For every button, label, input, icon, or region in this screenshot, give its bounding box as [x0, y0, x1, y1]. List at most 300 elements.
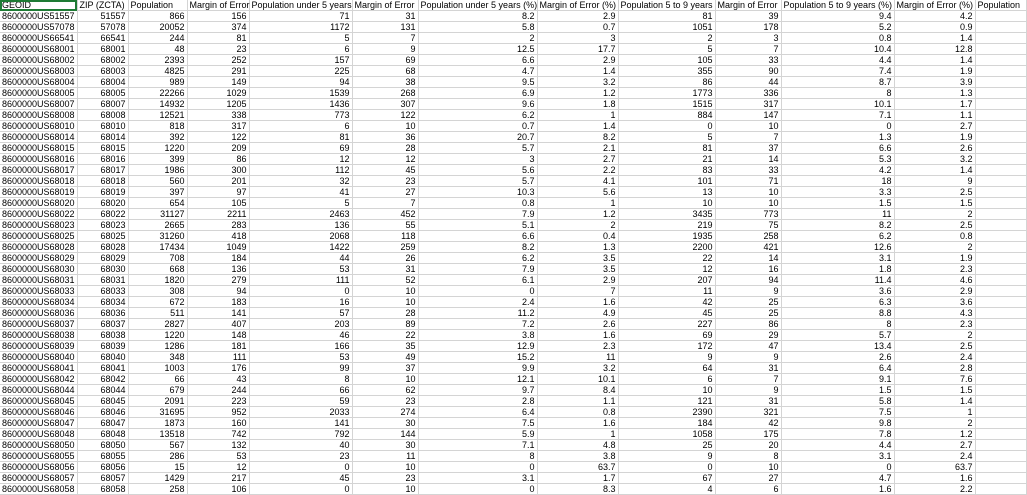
- data-cell[interactable]: 0.7: [537, 22, 618, 33]
- empty-cell[interactable]: [975, 77, 1026, 88]
- data-cell[interactable]: 68050: [77, 440, 128, 451]
- data-cell[interactable]: 291: [187, 66, 249, 77]
- data-cell[interactable]: 1.7: [894, 99, 975, 110]
- data-cell[interactable]: 4.1: [537, 176, 618, 187]
- data-cell[interactable]: 679: [128, 385, 187, 396]
- empty-cell[interactable]: [975, 66, 1026, 77]
- data-cell[interactable]: 67: [618, 473, 715, 484]
- empty-cell[interactable]: [975, 297, 1026, 308]
- data-cell[interactable]: 1935: [618, 231, 715, 242]
- data-cell[interactable]: 2068: [249, 231, 352, 242]
- data-cell[interactable]: 11.4: [781, 275, 894, 286]
- data-cell[interactable]: 71: [715, 176, 781, 187]
- data-cell[interactable]: 2665: [128, 220, 187, 231]
- data-cell[interactable]: 175: [715, 429, 781, 440]
- data-cell[interactable]: 1.6: [537, 418, 618, 429]
- data-cell[interactable]: 31: [352, 11, 418, 22]
- data-cell[interactable]: 1.8: [537, 99, 618, 110]
- data-cell[interactable]: 3.1: [418, 473, 537, 484]
- empty-cell[interactable]: [975, 88, 1026, 99]
- data-cell[interactable]: 1: [537, 110, 618, 121]
- data-cell[interactable]: 511: [128, 308, 187, 319]
- data-cell[interactable]: 176: [187, 363, 249, 374]
- data-cell[interactable]: 1.5: [894, 385, 975, 396]
- data-cell[interactable]: 27: [352, 187, 418, 198]
- data-cell[interactable]: 32: [249, 176, 352, 187]
- data-cell[interactable]: 148: [187, 330, 249, 341]
- data-cell[interactable]: 392: [128, 132, 187, 143]
- data-cell[interactable]: 10: [352, 374, 418, 385]
- data-cell[interactable]: 2.4: [894, 451, 975, 462]
- geoid-cell[interactable]: 8600000US68038: [0, 330, 77, 341]
- data-cell[interactable]: 1539: [249, 88, 352, 99]
- data-cell[interactable]: 94: [715, 275, 781, 286]
- data-cell[interactable]: 86: [715, 319, 781, 330]
- data-cell[interactable]: 68002: [77, 55, 128, 66]
- data-cell[interactable]: 112: [249, 165, 352, 176]
- data-cell[interactable]: 9.5: [418, 77, 537, 88]
- geoid-cell[interactable]: 8600000US68057: [0, 473, 77, 484]
- geoid-cell[interactable]: 8600000US68007: [0, 99, 77, 110]
- geoid-cell[interactable]: 8600000US68002: [0, 55, 77, 66]
- data-cell[interactable]: 2390: [618, 407, 715, 418]
- data-cell[interactable]: 8.8: [781, 308, 894, 319]
- data-cell[interactable]: 68: [352, 66, 418, 77]
- data-cell[interactable]: 94: [187, 286, 249, 297]
- data-cell[interactable]: 9.7: [418, 385, 537, 396]
- data-cell[interactable]: 2.3: [537, 341, 618, 352]
- data-cell[interactable]: 2: [894, 209, 975, 220]
- data-cell[interactable]: 0: [618, 462, 715, 473]
- data-cell[interactable]: 69: [618, 330, 715, 341]
- data-cell[interactable]: 7.2: [418, 319, 537, 330]
- data-cell[interactable]: 20052: [128, 22, 187, 33]
- data-cell[interactable]: 336: [715, 88, 781, 99]
- geoid-cell[interactable]: 8600000US68047: [0, 418, 77, 429]
- data-cell[interactable]: 6.1: [418, 275, 537, 286]
- data-cell[interactable]: 0.9: [894, 22, 975, 33]
- data-cell[interactable]: 1422: [249, 242, 352, 253]
- data-cell[interactable]: 68044: [77, 385, 128, 396]
- empty-cell[interactable]: [975, 407, 1026, 418]
- data-cell[interactable]: 274: [352, 407, 418, 418]
- data-cell[interactable]: 26: [352, 253, 418, 264]
- data-cell[interactable]: 8: [781, 319, 894, 330]
- data-cell[interactable]: 12.5: [418, 44, 537, 55]
- data-cell[interactable]: 6.3: [781, 297, 894, 308]
- data-cell[interactable]: 3.5: [537, 264, 618, 275]
- data-cell[interactable]: 1.9: [894, 132, 975, 143]
- data-cell[interactable]: 45: [249, 473, 352, 484]
- data-cell[interactable]: 1220: [128, 143, 187, 154]
- data-cell[interactable]: 5.9: [418, 429, 537, 440]
- geoid-cell[interactable]: 8600000US68014: [0, 132, 77, 143]
- data-cell[interactable]: 63.7: [537, 462, 618, 473]
- data-cell[interactable]: 10: [715, 121, 781, 132]
- data-cell[interactable]: 57: [249, 308, 352, 319]
- data-cell[interactable]: 12.9: [418, 341, 537, 352]
- data-cell[interactable]: 5.7: [418, 143, 537, 154]
- geoid-cell[interactable]: 8600000US66541: [0, 33, 77, 44]
- data-cell[interactable]: 1773: [618, 88, 715, 99]
- data-cell[interactable]: 68007: [77, 99, 128, 110]
- data-cell[interactable]: 49: [352, 352, 418, 363]
- data-cell[interactable]: 39: [715, 11, 781, 22]
- data-cell[interactable]: 14932: [128, 99, 187, 110]
- data-cell[interactable]: 44: [715, 77, 781, 88]
- data-cell[interactable]: 10.1: [781, 99, 894, 110]
- data-cell[interactable]: 2: [894, 418, 975, 429]
- data-cell[interactable]: 25: [715, 308, 781, 319]
- data-cell[interactable]: 4.2: [781, 165, 894, 176]
- data-cell[interactable]: 3.8: [537, 451, 618, 462]
- data-cell[interactable]: 1058: [618, 429, 715, 440]
- geoid-cell[interactable]: 8600000US68005: [0, 88, 77, 99]
- empty-cell[interactable]: [975, 418, 1026, 429]
- empty-cell[interactable]: [975, 165, 1026, 176]
- data-cell[interactable]: 4.4: [781, 440, 894, 451]
- data-cell[interactable]: 83: [618, 165, 715, 176]
- data-cell[interactable]: 7.1: [781, 110, 894, 121]
- data-cell[interactable]: 47: [715, 341, 781, 352]
- data-cell[interactable]: 884: [618, 110, 715, 121]
- data-cell[interactable]: 407: [187, 319, 249, 330]
- data-cell[interactable]: 2.5: [894, 187, 975, 198]
- data-cell[interactable]: 0.8: [781, 33, 894, 44]
- data-cell[interactable]: 45: [618, 308, 715, 319]
- data-cell[interactable]: 3.6: [894, 297, 975, 308]
- data-cell[interactable]: 1.5: [781, 198, 894, 209]
- data-cell[interactable]: 7: [715, 132, 781, 143]
- data-cell[interactable]: 9.1: [781, 374, 894, 385]
- data-cell[interactable]: 136: [249, 220, 352, 231]
- data-cell[interactable]: 6: [249, 121, 352, 132]
- data-cell[interactable]: 3.6: [781, 286, 894, 297]
- data-cell[interactable]: 2.4: [418, 297, 537, 308]
- data-cell[interactable]: 560: [128, 176, 187, 187]
- data-cell[interactable]: 1: [894, 407, 975, 418]
- data-cell[interactable]: 68055: [77, 451, 128, 462]
- data-cell[interactable]: 68028: [77, 242, 128, 253]
- data-cell[interactable]: 156: [187, 11, 249, 22]
- data-cell[interactable]: 2211: [187, 209, 249, 220]
- data-cell[interactable]: 17.7: [537, 44, 618, 55]
- data-cell[interactable]: 30: [352, 440, 418, 451]
- empty-cell[interactable]: [975, 275, 1026, 286]
- data-cell[interactable]: 2: [894, 330, 975, 341]
- data-cell[interactable]: 22266: [128, 88, 187, 99]
- data-cell[interactable]: 2: [537, 220, 618, 231]
- data-cell[interactable]: 28: [352, 308, 418, 319]
- geoid-cell[interactable]: 8600000US68058: [0, 484, 77, 495]
- data-cell[interactable]: 68004: [77, 77, 128, 88]
- data-cell[interactable]: 3.3: [781, 187, 894, 198]
- data-cell[interactable]: 68040: [77, 352, 128, 363]
- column-header-cell[interactable]: Population 5 to 9 years: [618, 0, 715, 11]
- data-cell[interactable]: 5.7: [418, 176, 537, 187]
- data-cell[interactable]: 131: [352, 22, 418, 33]
- data-cell[interactable]: 69: [352, 55, 418, 66]
- data-cell[interactable]: 1051: [618, 22, 715, 33]
- empty-cell[interactable]: [975, 319, 1026, 330]
- data-cell[interactable]: 9.9: [418, 363, 537, 374]
- data-cell[interactable]: 1.3: [894, 88, 975, 99]
- data-cell[interactable]: 9.4: [781, 11, 894, 22]
- data-cell[interactable]: 10: [352, 462, 418, 473]
- data-cell[interactable]: 12: [249, 154, 352, 165]
- data-cell[interactable]: 40: [249, 440, 352, 451]
- data-cell[interactable]: 12.6: [781, 242, 894, 253]
- empty-cell[interactable]: [975, 473, 1026, 484]
- empty-cell[interactable]: [975, 99, 1026, 110]
- data-cell[interactable]: 9.6: [418, 99, 537, 110]
- empty-cell[interactable]: [975, 341, 1026, 352]
- data-cell[interactable]: 2.6: [781, 352, 894, 363]
- empty-cell[interactable]: [975, 330, 1026, 341]
- data-cell[interactable]: 7.9: [418, 264, 537, 275]
- geoid-cell[interactable]: 8600000US68003: [0, 66, 77, 77]
- data-cell[interactable]: 268: [352, 88, 418, 99]
- data-cell[interactable]: 2.9: [537, 275, 618, 286]
- column-header-cell[interactable]: GEOID: [0, 0, 77, 11]
- geoid-cell[interactable]: 8600000US68018: [0, 176, 77, 187]
- data-cell[interactable]: 105: [187, 198, 249, 209]
- data-cell[interactable]: 7: [537, 286, 618, 297]
- data-cell[interactable]: 157: [249, 55, 352, 66]
- data-cell[interactable]: 2.6: [894, 143, 975, 154]
- data-cell[interactable]: 259: [352, 242, 418, 253]
- data-cell[interactable]: 10: [352, 297, 418, 308]
- empty-cell[interactable]: [975, 154, 1026, 165]
- data-cell[interactable]: 279: [187, 275, 249, 286]
- data-cell[interactable]: 1.4: [894, 165, 975, 176]
- data-cell[interactable]: 7.8: [781, 429, 894, 440]
- data-cell[interactable]: 374: [187, 22, 249, 33]
- data-cell[interactable]: 1172: [249, 22, 352, 33]
- geoid-cell[interactable]: 8600000US68044: [0, 385, 77, 396]
- data-cell[interactable]: 2: [618, 33, 715, 44]
- data-cell[interactable]: 23: [352, 473, 418, 484]
- data-cell[interactable]: 12.1: [418, 374, 537, 385]
- data-cell[interactable]: 8: [781, 88, 894, 99]
- empty-cell[interactable]: [975, 308, 1026, 319]
- data-cell[interactable]: 1003: [128, 363, 187, 374]
- data-cell[interactable]: 0.4: [537, 231, 618, 242]
- data-cell[interactable]: 22: [352, 330, 418, 341]
- geoid-cell[interactable]: 8600000US68029: [0, 253, 77, 264]
- data-cell[interactable]: 286: [128, 451, 187, 462]
- data-cell[interactable]: 16: [715, 264, 781, 275]
- data-cell[interactable]: 5: [618, 132, 715, 143]
- geoid-cell[interactable]: 8600000US68015: [0, 143, 77, 154]
- data-cell[interactable]: 3.5: [537, 253, 618, 264]
- data-cell[interactable]: 20: [715, 440, 781, 451]
- data-cell[interactable]: 36: [352, 132, 418, 143]
- data-cell[interactable]: 4.2: [894, 11, 975, 22]
- data-cell[interactable]: 1873: [128, 418, 187, 429]
- data-cell[interactable]: 866: [128, 11, 187, 22]
- data-cell[interactable]: 7.5: [781, 407, 894, 418]
- data-cell[interactable]: 2393: [128, 55, 187, 66]
- data-cell[interactable]: 94: [249, 77, 352, 88]
- data-cell[interactable]: 0.8: [418, 198, 537, 209]
- data-cell[interactable]: 6.4: [781, 363, 894, 374]
- data-cell[interactable]: 219: [618, 220, 715, 231]
- data-cell[interactable]: 7.9: [418, 209, 537, 220]
- data-cell[interactable]: 68008: [77, 110, 128, 121]
- data-cell[interactable]: 0: [249, 286, 352, 297]
- data-cell[interactable]: 105: [618, 55, 715, 66]
- data-cell[interactable]: 0: [418, 484, 537, 495]
- data-cell[interactable]: 122: [352, 110, 418, 121]
- data-cell[interactable]: 2.2: [894, 484, 975, 495]
- data-cell[interactable]: 4.8: [537, 440, 618, 451]
- data-cell[interactable]: 29: [715, 330, 781, 341]
- data-cell[interactable]: 106: [187, 484, 249, 495]
- data-cell[interactable]: 307: [352, 99, 418, 110]
- data-cell[interactable]: 2.7: [894, 121, 975, 132]
- data-cell[interactable]: 136: [187, 264, 249, 275]
- data-cell[interactable]: 16: [249, 297, 352, 308]
- data-cell[interactable]: 15: [128, 462, 187, 473]
- data-cell[interactable]: 1: [537, 429, 618, 440]
- data-cell[interactable]: 68033: [77, 286, 128, 297]
- data-cell[interactable]: 1436: [249, 99, 352, 110]
- data-cell[interactable]: 53: [249, 352, 352, 363]
- data-cell[interactable]: 23: [187, 44, 249, 55]
- data-cell[interactable]: 25: [618, 440, 715, 451]
- geoid-cell[interactable]: 8600000US68050: [0, 440, 77, 451]
- data-cell[interactable]: 10: [352, 286, 418, 297]
- data-cell[interactable]: 68045: [77, 396, 128, 407]
- data-cell[interactable]: 43: [187, 374, 249, 385]
- data-cell[interactable]: 2.7: [894, 440, 975, 451]
- data-cell[interactable]: 283: [187, 220, 249, 231]
- data-cell[interactable]: 63.7: [894, 462, 975, 473]
- data-cell[interactable]: 68046: [77, 407, 128, 418]
- data-cell[interactable]: 7.4: [781, 66, 894, 77]
- data-cell[interactable]: 10: [618, 385, 715, 396]
- empty-cell[interactable]: [975, 440, 1026, 451]
- data-cell[interactable]: 11: [781, 209, 894, 220]
- data-cell[interactable]: 68016: [77, 154, 128, 165]
- data-cell[interactable]: 308: [128, 286, 187, 297]
- data-cell[interactable]: 8: [249, 374, 352, 385]
- data-cell[interactable]: 18: [781, 176, 894, 187]
- empty-cell[interactable]: [975, 11, 1026, 22]
- data-cell[interactable]: 1.4: [894, 396, 975, 407]
- data-cell[interactable]: 42: [715, 418, 781, 429]
- empty-cell[interactable]: [975, 242, 1026, 253]
- data-cell[interactable]: 30: [352, 418, 418, 429]
- data-cell[interactable]: 184: [618, 418, 715, 429]
- data-cell[interactable]: 5.2: [781, 22, 894, 33]
- data-cell[interactable]: 3.1: [781, 451, 894, 462]
- data-cell[interactable]: 11: [618, 286, 715, 297]
- data-cell[interactable]: 38: [352, 77, 418, 88]
- data-cell[interactable]: 2.1: [537, 143, 618, 154]
- data-cell[interactable]: 0: [618, 121, 715, 132]
- data-cell[interactable]: 64: [618, 363, 715, 374]
- data-cell[interactable]: 2.3: [894, 264, 975, 275]
- column-header-cell[interactable]: Margin of Error: [352, 0, 418, 11]
- data-cell[interactable]: 68056: [77, 462, 128, 473]
- data-cell[interactable]: 6.6: [781, 143, 894, 154]
- data-cell[interactable]: 418: [187, 231, 249, 242]
- data-cell[interactable]: 397: [128, 187, 187, 198]
- data-cell[interactable]: 792: [249, 429, 352, 440]
- geoid-cell[interactable]: 8600000US68041: [0, 363, 77, 374]
- data-cell[interactable]: 8: [418, 451, 537, 462]
- data-cell[interactable]: 1286: [128, 341, 187, 352]
- data-cell[interactable]: 2463: [249, 209, 352, 220]
- data-cell[interactable]: 172: [618, 341, 715, 352]
- data-cell[interactable]: 10.1: [537, 374, 618, 385]
- geoid-cell[interactable]: 8600000US68045: [0, 396, 77, 407]
- data-cell[interactable]: 0.8: [894, 231, 975, 242]
- data-cell[interactable]: 0.8: [537, 407, 618, 418]
- data-cell[interactable]: 55: [352, 220, 418, 231]
- empty-cell[interactable]: [975, 462, 1026, 473]
- data-cell[interactable]: 1205: [187, 99, 249, 110]
- data-cell[interactable]: 132: [187, 440, 249, 451]
- data-cell[interactable]: 68019: [77, 187, 128, 198]
- data-cell[interactable]: 66: [249, 385, 352, 396]
- data-cell[interactable]: 68017: [77, 165, 128, 176]
- data-cell[interactable]: 68025: [77, 231, 128, 242]
- data-cell[interactable]: 149: [187, 77, 249, 88]
- data-cell[interactable]: 217: [187, 473, 249, 484]
- data-cell[interactable]: 223: [187, 396, 249, 407]
- data-cell[interactable]: 68010: [77, 121, 128, 132]
- data-cell[interactable]: 14: [715, 154, 781, 165]
- data-cell[interactable]: 7: [715, 374, 781, 385]
- data-cell[interactable]: 201: [187, 176, 249, 187]
- data-cell[interactable]: 0.7: [418, 121, 537, 132]
- data-cell[interactable]: 10.4: [781, 44, 894, 55]
- empty-cell[interactable]: [975, 231, 1026, 242]
- data-cell[interactable]: 31260: [128, 231, 187, 242]
- data-cell[interactable]: 9: [715, 352, 781, 363]
- data-cell[interactable]: 317: [187, 121, 249, 132]
- data-cell[interactable]: 68048: [77, 429, 128, 440]
- data-cell[interactable]: 66: [128, 374, 187, 385]
- column-header-cell[interactable]: Margin of Error: [187, 0, 249, 11]
- data-cell[interactable]: 68034: [77, 297, 128, 308]
- data-cell[interactable]: 2.9: [537, 11, 618, 22]
- data-cell[interactable]: 1.2: [894, 429, 975, 440]
- data-cell[interactable]: 20.7: [418, 132, 537, 143]
- empty-cell[interactable]: [975, 253, 1026, 264]
- data-cell[interactable]: 4.4: [781, 55, 894, 66]
- data-cell[interactable]: 1.1: [537, 396, 618, 407]
- data-cell[interactable]: 8.3: [537, 484, 618, 495]
- empty-cell[interactable]: [975, 22, 1026, 33]
- data-cell[interactable]: 184: [187, 253, 249, 264]
- data-cell[interactable]: 13: [618, 187, 715, 198]
- data-cell[interactable]: 68041: [77, 363, 128, 374]
- data-cell[interactable]: 3.9: [894, 77, 975, 88]
- data-cell[interactable]: 68047: [77, 418, 128, 429]
- data-cell[interactable]: 48: [128, 44, 187, 55]
- data-cell[interactable]: 355: [618, 66, 715, 77]
- empty-cell[interactable]: [975, 44, 1026, 55]
- data-cell[interactable]: 68001: [77, 44, 128, 55]
- empty-cell[interactable]: [975, 132, 1026, 143]
- data-cell[interactable]: 225: [249, 66, 352, 77]
- empty-cell[interactable]: [975, 110, 1026, 121]
- data-cell[interactable]: 7: [352, 33, 418, 44]
